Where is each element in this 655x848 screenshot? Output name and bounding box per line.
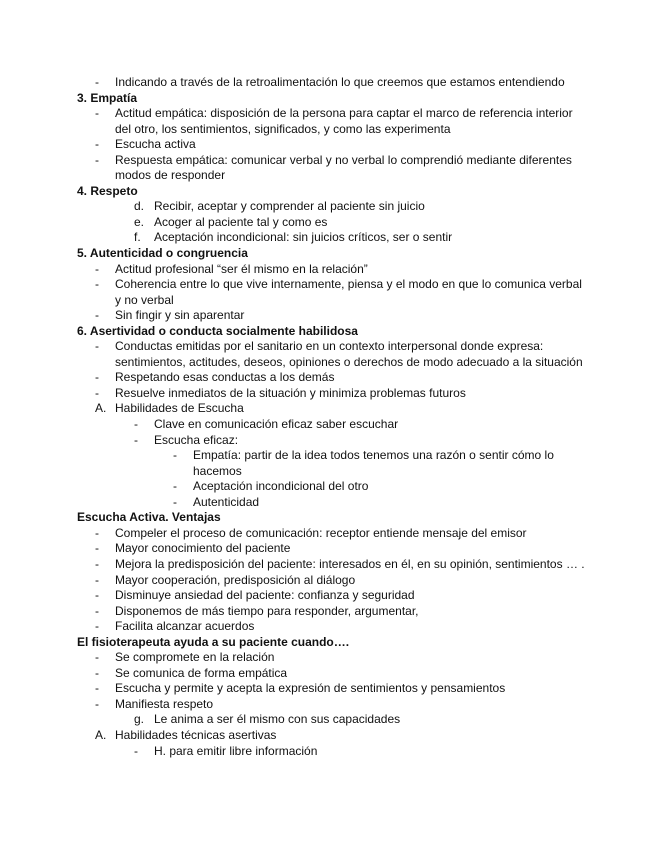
list-marker: - bbox=[95, 665, 99, 680]
list-item bbox=[0, 277, 655, 293]
list-marker: - bbox=[95, 75, 99, 89]
list-item-text: Se comunica de forma empática bbox=[115, 665, 288, 680]
list-marker: - bbox=[95, 541, 99, 556]
list-item bbox=[0, 433, 655, 449]
list-item-text: Escucha activa bbox=[115, 137, 196, 152]
list-item-text: Habilidades de Escucha bbox=[115, 401, 244, 416]
list-item bbox=[0, 230, 655, 246]
list-item bbox=[0, 199, 655, 215]
list-item bbox=[0, 370, 655, 386]
list-item-text: modos de responder bbox=[115, 168, 226, 183]
list-item bbox=[0, 526, 655, 542]
list-item bbox=[0, 137, 655, 153]
list-marker: g. bbox=[134, 712, 145, 727]
section-heading: El fisioterapeuta ayuda a su paciente cuando…. bbox=[77, 634, 350, 649]
list-item-text: Compeler el proceso de comunicación: receptor entiende mensaje del emisor bbox=[115, 525, 527, 540]
list-marker: - bbox=[95, 277, 99, 292]
list-item-text: Escucha y permite y acepta la expresión de sentimientos y pensamientos bbox=[115, 681, 506, 696]
list-item bbox=[0, 697, 655, 713]
list-item bbox=[0, 386, 655, 402]
list-item bbox=[0, 495, 655, 511]
list-item-text: Manifiesta respeto bbox=[115, 696, 214, 711]
list-marker: - bbox=[134, 432, 138, 447]
list-item-text: hacemos bbox=[193, 463, 242, 478]
list-marker: - bbox=[95, 650, 99, 665]
list-marker: - bbox=[173, 494, 177, 509]
list-marker: - bbox=[95, 308, 99, 323]
list-item bbox=[0, 712, 655, 728]
list-item-text: Actitud empática: disposición de la persona para captar el marco de referencia interior bbox=[115, 106, 573, 121]
list-item bbox=[0, 479, 655, 495]
list-item-text: sentimientos, actitudes, deseos, opiniones o derechos de modo adecuado a la situación bbox=[115, 354, 583, 369]
list-item bbox=[0, 681, 655, 697]
list-item-continuation bbox=[0, 355, 655, 371]
list-item bbox=[0, 401, 655, 417]
list-item-continuation bbox=[0, 122, 655, 138]
list-item bbox=[0, 75, 655, 91]
list-marker: A. bbox=[95, 401, 107, 416]
list-item-text: Le anima a ser él mismo con sus capacidades bbox=[154, 712, 401, 727]
list-item-text: Escucha eficaz: bbox=[154, 432, 239, 447]
list-item bbox=[0, 308, 655, 324]
list-item-text: Resuelve inmediatos de la situación y minimiza problemas futuros bbox=[115, 385, 466, 400]
list-marker: - bbox=[95, 385, 99, 400]
list-item-text: Autenticidad bbox=[193, 494, 260, 509]
list-marker: - bbox=[95, 137, 99, 152]
list-marker: f. bbox=[134, 230, 141, 245]
list-item bbox=[0, 728, 655, 744]
list-marker: - bbox=[95, 261, 99, 276]
list-item bbox=[0, 153, 655, 169]
section-heading: 5. Autenticidad o congruencia bbox=[77, 246, 248, 261]
list-item-text: Disminuye ansiedad del paciente: confianza y seguridad bbox=[115, 588, 415, 603]
list-item-text: Mayor cooperación, predisposición al diálogo bbox=[115, 572, 356, 587]
list-marker: - bbox=[95, 106, 99, 121]
list-marker: - bbox=[173, 448, 177, 463]
list-item bbox=[0, 417, 655, 433]
list-item bbox=[0, 744, 655, 760]
list-marker: A. bbox=[95, 727, 107, 742]
list-item-text: Clave en comunicación eficaz saber escuchar bbox=[154, 417, 399, 432]
list-item-text: Mejora la predisposición del paciente: interesados en él, en su opinión, sentimientos … . bbox=[115, 556, 585, 571]
list-item bbox=[0, 541, 655, 557]
list-item-text: Sin fingir y sin aparentar bbox=[115, 308, 245, 323]
list-item-text: Respetando esas conductas a los demás bbox=[115, 370, 335, 385]
list-item bbox=[0, 604, 655, 620]
list-item bbox=[0, 262, 655, 278]
list-marker: e. bbox=[134, 214, 145, 229]
list-item bbox=[0, 448, 655, 464]
list-item-text: H. para emitir libre información bbox=[154, 743, 318, 758]
list-marker: - bbox=[95, 681, 99, 696]
list-item-continuation bbox=[0, 464, 655, 480]
section-heading: 6. Asertividad o conducta socialmente habilidosa bbox=[77, 323, 358, 338]
list-marker: - bbox=[95, 696, 99, 711]
list-item-text: Conductas emitidas por el sanitario en un contexto interpersonal donde expresa: bbox=[115, 339, 544, 354]
list-item bbox=[0, 215, 655, 231]
list-marker: - bbox=[95, 152, 99, 167]
section-heading: 4. Respeto bbox=[77, 183, 138, 198]
list-item-text: Facilita alcanzar acuerdos bbox=[115, 619, 255, 634]
list-item bbox=[0, 619, 655, 635]
list-marker: - bbox=[134, 743, 138, 758]
list-item-text: Acoger al paciente tal y como es bbox=[154, 214, 328, 229]
list-item-text: Empatía: partir de la idea todos tenemos una razón o sentir cómo lo bbox=[193, 448, 554, 463]
section-heading: Escucha Activa. Ventajas bbox=[77, 510, 221, 525]
list-item-text: Recibir, aceptar y comprender al paciente sin juicio bbox=[154, 199, 425, 214]
list-marker: - bbox=[173, 479, 177, 494]
list-marker: - bbox=[95, 525, 99, 540]
list-item-text: Aceptación incondicional del otro bbox=[193, 479, 369, 494]
list-item bbox=[0, 650, 655, 666]
list-item-text: del otro, los sentimientos, significados, y como las experimenta bbox=[115, 121, 451, 136]
list-item bbox=[0, 573, 655, 589]
list-marker: - bbox=[95, 603, 99, 618]
list-item bbox=[0, 557, 655, 573]
list-item-text: Actitud profesional “ser él mismo en la relación” bbox=[115, 261, 368, 276]
list-item-text: Se compromete en la relación bbox=[115, 650, 275, 665]
list-marker: - bbox=[95, 339, 99, 354]
section-heading: 3. Empatía bbox=[77, 90, 138, 105]
list-marker: d. bbox=[134, 199, 145, 214]
list-marker: - bbox=[134, 417, 138, 432]
document-body bbox=[0, 75, 655, 759]
list-item-continuation bbox=[0, 293, 655, 309]
list-item bbox=[0, 666, 655, 682]
list-item-text: Habilidades técnicas asertivas bbox=[115, 727, 277, 742]
list-marker: - bbox=[95, 572, 99, 587]
list-item-text: Disponemos de más tiempo para responder, argumentar, bbox=[115, 603, 419, 618]
list-marker: - bbox=[95, 370, 99, 385]
list-marker: - bbox=[95, 588, 99, 603]
list-item-text: Aceptación incondicional: sin juicios críticos, ser o sentir bbox=[154, 230, 453, 245]
list-marker: - bbox=[95, 556, 99, 571]
list-item-text: Coherencia entre lo que vive internamente, piensa y el modo en que lo comunica verbal bbox=[115, 277, 582, 292]
list-item-text: Mayor conocimiento del paciente bbox=[115, 541, 291, 556]
list-item bbox=[0, 588, 655, 604]
list-item-text: Respuesta empática: comunicar verbal y no verbal lo comprendió mediante diferentes bbox=[115, 152, 572, 167]
list-item-text: y no verbal bbox=[115, 292, 174, 307]
list-item-text: Indicando a través de la retroalimentación lo que creemos que estamos entendiendo bbox=[115, 75, 565, 89]
list-item bbox=[0, 106, 655, 122]
list-item-continuation bbox=[0, 168, 655, 184]
list-marker: - bbox=[95, 619, 99, 634]
list-item bbox=[0, 339, 655, 355]
